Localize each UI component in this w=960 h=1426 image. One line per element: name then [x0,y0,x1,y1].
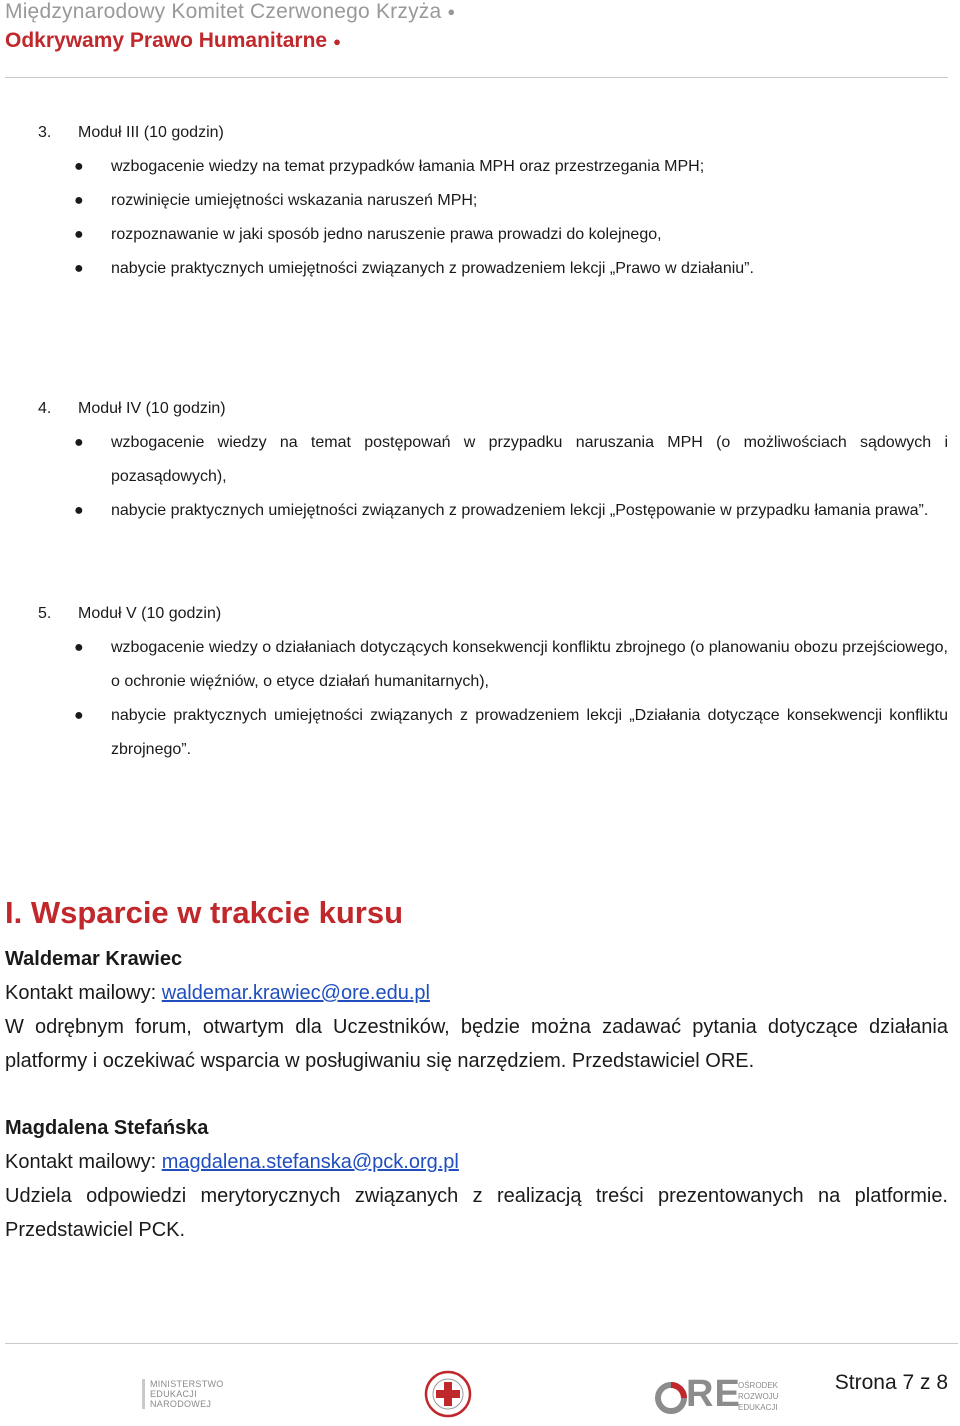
module-3 [38,116,948,286]
header-divider [5,77,948,78]
bullet-list [0,150,948,286]
ore-logo-subtitle: OŚRODEK ROZWOJU EDUKACJI [738,1381,779,1412]
ore-logo-ring-icon [654,1381,688,1415]
module-4 [38,392,948,528]
bullet-icon: ● [74,158,84,175]
module-5 [38,597,948,767]
ore-logo-text: RE [686,1373,741,1415]
bullet-icon: ● [74,226,84,243]
page-number: Strona 7 z 8 [834,1371,948,1394]
list-item: ● nabycie praktycznych umiejętności związanych z prowadzeniem lekcji „Prawo w działaniu”. [0,252,948,286]
contact-block-2 [5,1111,948,1247]
contact-mail-line: Kontakt mailowy: magdalena.stefanska@pck.org.pl [5,1151,459,1173]
module-title: 3. Moduł III (10 godzin) [38,124,224,141]
bullet-icon: ● [74,639,84,656]
bullet-icon: ● [74,260,84,277]
bullet-icon: ● [74,707,84,724]
email-link[interactable]: magdalena.stefanska@pck.org.pl [161,1151,459,1173]
bullet-list [0,426,948,528]
men-logo: MINISTERSTWO EDUKACJI NARODOWEJ [150,1379,224,1409]
contact-name: Magdalena Stefańska [5,1117,209,1139]
contact-block-1 [5,942,948,1078]
red-cross-logo-icon [424,1370,472,1418]
list-item: ● rozpoznawanie w jaki sposób jedno naruszenie prawa prowadzi do kolejnego, [0,218,948,252]
list-item: ● wzbogacenie wiedzy o działaniach dotyczących konsekwencji konfliktu zbrojnego (o planowaniu obozu przejściowego, o ochronie więźniów, o etyce działań humanitarnych), [0,631,948,699]
contact-description: Udziela odpowiedzi merytorycznych związanych z realizacją treści prezentowanych na platformie. Przedstawiciel PCK. [5,1185,948,1241]
bullet-icon: ● [333,33,341,49]
bullet-icon: ● [447,4,456,20]
header-org: Międzynarodowy Komitet Czerwonego Krzyża ● [5,0,456,23]
men-logo-bar [142,1379,145,1409]
list-item: ● rozwinięcie umiejętności wskazania naruszeń MPH; [0,184,948,218]
contact-name: Waldemar Krawiec [5,948,183,970]
contact-mail-line: Kontakt mailowy: waldemar.krawiec@ore.edu.pl [5,982,430,1004]
list-item: ● wzbogacenie wiedzy na temat postępowań w przypadku naruszania MPH (o możliwościach sądowych i pozasądowych), [0,426,948,494]
bullet-icon: ● [74,502,84,519]
bullet-icon: ● [74,192,84,209]
page-header [5,0,455,57]
email-link[interactable]: waldemar.krawiec@ore.edu.pl [161,982,430,1004]
contact-description: W odrębnym forum, otwartym dla Uczestników, będzie można zadawać pytania dotyczące działania platformy i oczekiwać wsparcia w posługiwaniu się narzędziem. Przedstawiciel ORE. [5,1016,948,1072]
section-title: I. Wsparcie w trakcie kursu [5,895,404,930]
list-item: ● nabycie praktycznych umiejętności związanych z prowadzeniem lekcji „Postępowanie w przypadku łamania prawa”. [0,494,948,528]
header-program: Odkrywamy Prawo Humanitarne ● [5,29,341,53]
footer-divider [5,1343,958,1344]
list-item: ● nabycie praktycznych umiejętności związanych z prowadzeniem lekcji „Działania dotyczące konsekwencji konfliktu zbrojnego”. [0,699,948,767]
bullet-icon: ● [74,434,84,451]
bullet-list [0,631,948,767]
list-item: ● wzbogacenie wiedzy na temat przypadków łamania MPH oraz przestrzegania MPH; [0,150,948,184]
module-title: 5. Moduł V (10 godzin) [38,605,222,622]
module-title: 4. Moduł IV (10 godzin) [38,400,226,417]
